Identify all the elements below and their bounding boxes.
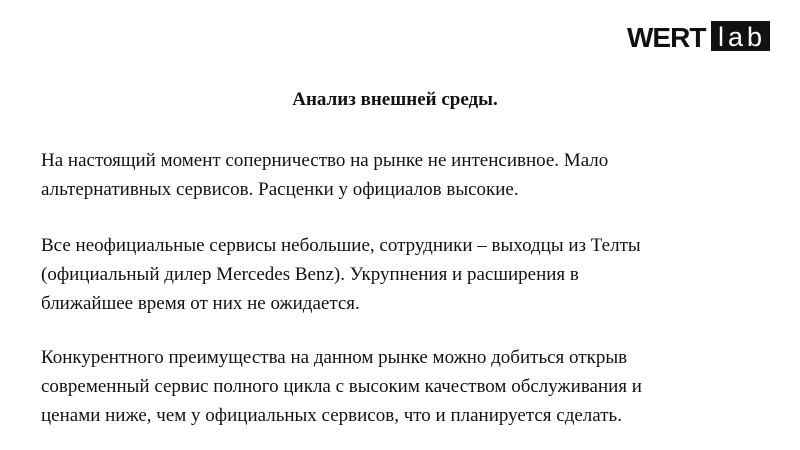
paragraph-competition bbox=[41, 146, 791, 204]
slide-title: Анализ внешней среды. bbox=[292, 89, 498, 110]
logo-text-right: lab bbox=[718, 22, 767, 52]
paragraph-line: (официальный дилер Mercedes Benz). Укрупнения и расширения в bbox=[41, 264, 579, 285]
paragraph-line: ценами ниже, чем у официальных сервисов, что и планируется сделать. bbox=[41, 405, 622, 426]
paragraph-line: Все неофициальные сервисы небольшие, сотрудники – выходцы из Телты bbox=[41, 235, 641, 256]
paragraph-unofficial-services bbox=[41, 231, 791, 318]
paragraph-line: современный сервис полного цикла с высоким качеством обслуживания и bbox=[41, 376, 642, 397]
paragraph-line: На настоящий момент соперничество на рынке не интенсивное. Мало bbox=[41, 150, 609, 171]
logo-text-left: WERT bbox=[627, 22, 706, 52]
paragraph-line: Конкурентного преимущества на данном рынке можно добиться открыв bbox=[41, 347, 628, 368]
paragraph-line: ближайшее время от них не ожидается. bbox=[41, 293, 360, 314]
paragraph-line: альтернативных сервисов. Расценки у официалов высокие. bbox=[41, 179, 519, 200]
wertlab-logo bbox=[627, 20, 770, 52]
paragraph-advantage bbox=[41, 343, 791, 430]
